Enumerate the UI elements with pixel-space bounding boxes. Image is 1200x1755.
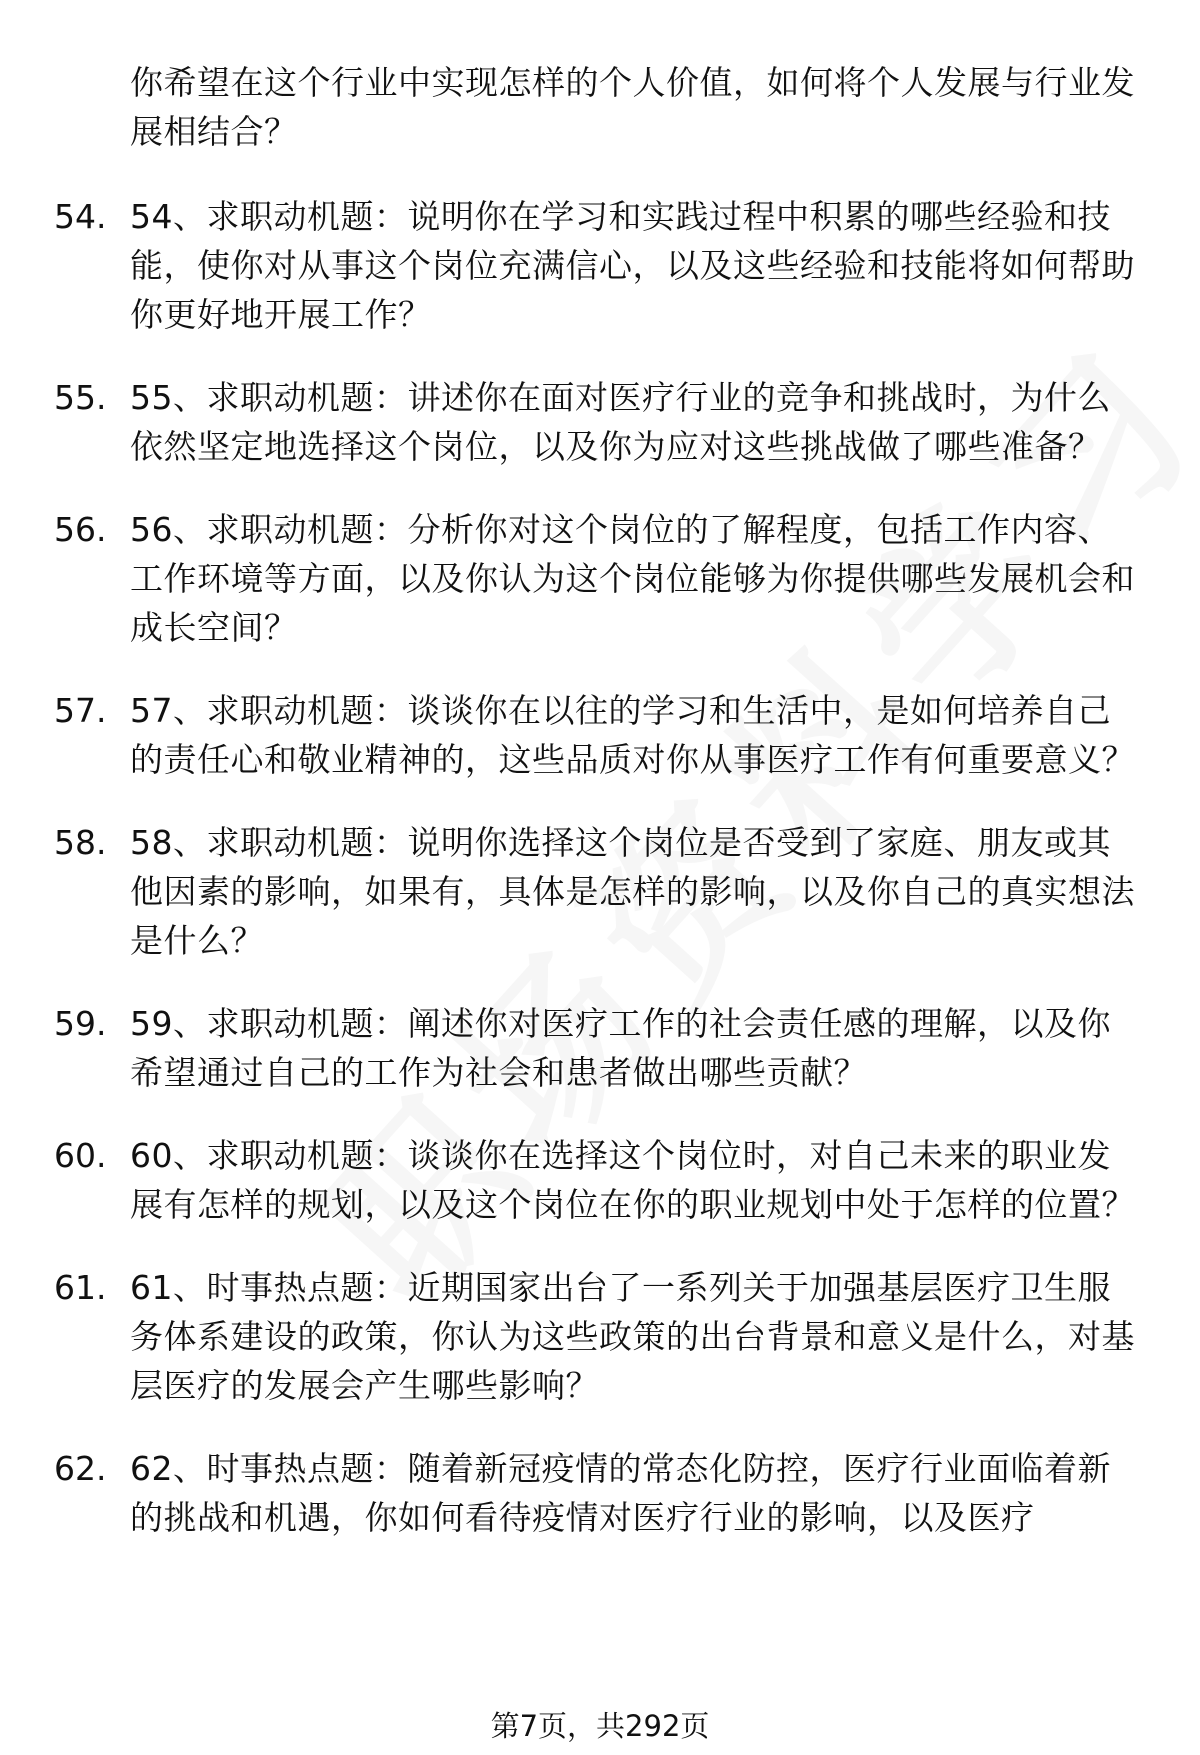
item-number: 56. [54, 510, 107, 549]
item-text: 59、求职动机题：阐述你对医疗工作的社会责任感的理解，以及你希望通过自己的工作为社会和患者做出哪些贡献？ [130, 1004, 1111, 1092]
list-item [0, 192, 1200, 339]
list-item [0, 1263, 1200, 1410]
item-number: 59. [54, 1004, 107, 1043]
list-item [0, 818, 1200, 965]
item-text: 55、求职动机题：讲述你在面对医疗行业的竞争和挑战时，为什么依然坚定地选择这个岗位，以及你为应对这些挑战做了哪些准备？ [130, 378, 1111, 466]
item-text: 54、求职动机题：说明你在学习和实践过程中积累的哪些经验和技能，使你对从事这个岗位充满信心，以及这些经验和技能将如何帮助你更好地开展工作？ [130, 197, 1135, 334]
list-item [0, 505, 1200, 652]
item-number: 57. [54, 691, 107, 730]
item-number: 58. [54, 823, 107, 862]
item-text: 61、时事热点题：近期国家出台了一系列关于加强基层医疗卫生服务体系建设的政策，你认为这些政策的出台背景和意义是什么，对基层医疗的发展会产生哪些影响？ [130, 1268, 1135, 1405]
item-number: 55. [54, 378, 107, 417]
item-text: 56、求职动机题：分析你对这个岗位的了解程度，包括工作内容、工作环境等方面，以及你认为这个岗位能够为你提供哪些发展机会和成长空间？ [130, 510, 1135, 647]
item-text: 57、求职动机题：谈谈你在以往的学习和生活中，是如何培养自己的责任心和敬业精神的，这些品质对你从事医疗工作有何重要意义？ [130, 691, 1135, 779]
item-number: 62. [54, 1449, 107, 1488]
page-footer: 第7页，共292页 [490, 1709, 710, 1743]
question-list [0, 192, 1200, 1576]
item-text: 58、求职动机题：说明你选择这个岗位是否受到了家庭、朋友或其他因素的影响，如果有，具体是怎样的影响，以及你自己的真实想法是什么？ [130, 823, 1135, 960]
list-item [0, 686, 1200, 784]
list-item [0, 999, 1200, 1097]
item-number: 61. [54, 1268, 107, 1307]
list-item [0, 373, 1200, 471]
list-item [0, 1444, 1200, 1542]
item-text: 62、时事热点题：随着新冠疫情的常态化防控，医疗行业面临着新的挑战和机遇，你如何看待疫情对医疗行业的影响，以及医疗 [130, 1449, 1111, 1537]
list-item [0, 1131, 1200, 1229]
item-number: 60. [54, 1136, 107, 1175]
continuation-paragraph: 你希望在这个行业中实现怎样的个人价值，如何将个人发展与行业发展相结合？ [130, 63, 1135, 151]
item-text: 60、求职动机题：谈谈你在选择这个岗位时，对自己未来的职业发展有怎样的规划，以及这个岗位在你的职业规划中处于怎样的位置？ [130, 1136, 1135, 1224]
item-number: 54. [54, 197, 107, 236]
